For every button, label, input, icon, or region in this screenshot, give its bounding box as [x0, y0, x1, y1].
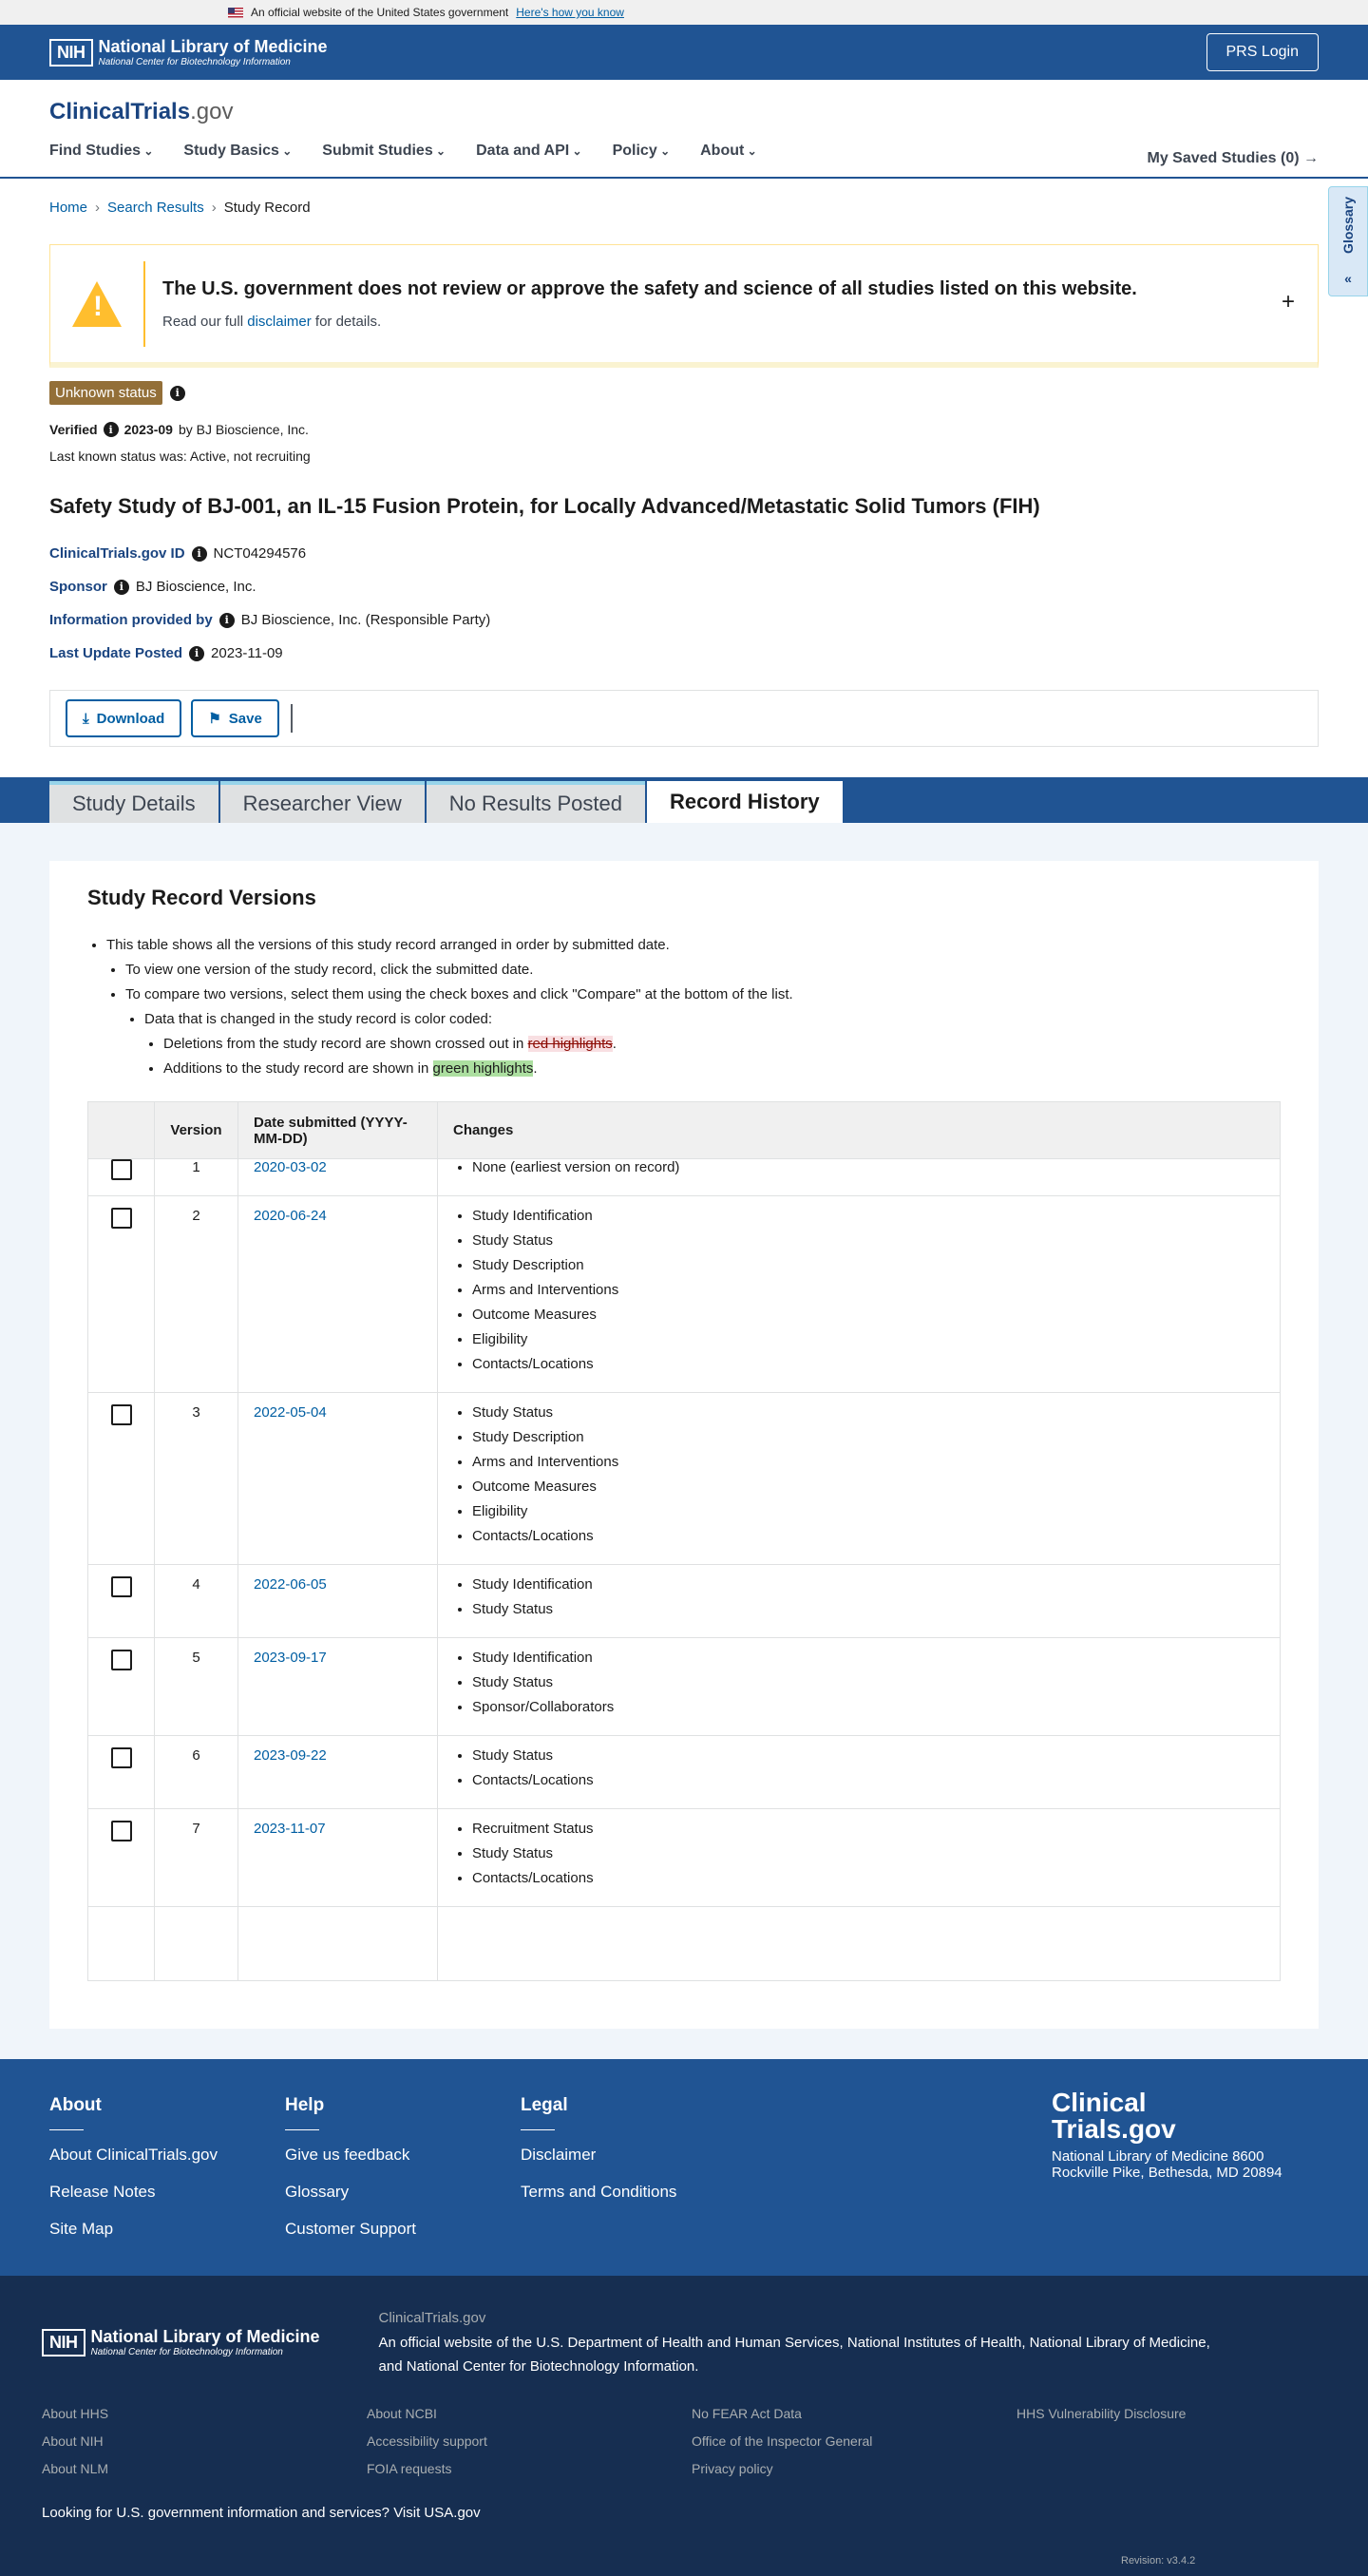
- footer-about-col: [49, 2095, 285, 2257]
- verified-date: 2023-09: [124, 422, 173, 437]
- footer-about-title: About: [49, 2095, 102, 2115]
- version-number: 5: [155, 1638, 238, 1736]
- table-row: [88, 1565, 1281, 1638]
- visit-usa-gov-link[interactable]: Visit USA.gov: [393, 2504, 481, 2521]
- status-badge: Unknown status: [49, 381, 162, 405]
- version-checkbox[interactable]: [111, 1821, 132, 1841]
- instruction-item: [163, 1060, 1281, 1077]
- version-checkbox[interactable]: [111, 1159, 132, 1180]
- download-label: Download: [96, 710, 165, 727]
- usa-pre: Looking for U.S. government information and services?: [42, 2504, 390, 2521]
- footer-link[interactable]: Disclaimer: [521, 2146, 597, 2164]
- info-icon[interactable]: i: [104, 422, 119, 437]
- change-item: • Arms and Interventions: [472, 1282, 1264, 1298]
- footer-link[interactable]: Terms and Conditions: [521, 2183, 677, 2201]
- version-number: 4: [155, 1565, 238, 1638]
- red-highlight-sample: red highlights: [527, 1036, 613, 1052]
- us-flag-icon: [228, 8, 243, 18]
- change-item: • Study Status: [472, 1674, 1264, 1690]
- footer-link[interactable]: Glossary: [285, 2183, 350, 2201]
- nlm-title: National Library of Medicine: [98, 37, 328, 56]
- instruction-item: • To view one version of the study record, click the submitted date.: [125, 962, 1281, 978]
- footer-official-text: ClinicalTrials.gov An official website of the U.S. Department of Health and Human Services, National Institutes of Health, National Library of Medicine, and National Center for Biotechnology Information.: [379, 2306, 1210, 2379]
- footer-help-col: [285, 2095, 521, 2257]
- foia-requests-link[interactable]: FOIA requests: [367, 2460, 452, 2476]
- last-update-label: Last Update Posted: [49, 645, 183, 661]
- version-date-link[interactable]: 2023-09-17: [254, 1650, 327, 1666]
- id-value: NCT04294576: [213, 545, 307, 562]
- nav-policy[interactable]: Policy ⌄: [613, 143, 671, 160]
- status-row: [49, 381, 1319, 405]
- nav-submit-studies[interactable]: Submit Studies ⌄: [322, 143, 446, 160]
- change-item: • Contacts/Locations: [472, 1356, 1264, 1372]
- change-item: • Study Status: [472, 1232, 1264, 1249]
- changes-list: [453, 1208, 1264, 1372]
- change-item: • Study Identification: [472, 1650, 1264, 1666]
- change-item: • Study Status: [472, 1404, 1264, 1421]
- change-item: • Eligibility: [472, 1503, 1264, 1519]
- version-date-link[interactable]: 2022-06-05: [254, 1576, 327, 1593]
- verified-line: [49, 422, 1319, 437]
- footer-bottom: [0, 2276, 1368, 2576]
- version-date-link[interactable]: 2020-06-24: [254, 1208, 327, 1224]
- version-number: 7: [155, 1809, 238, 1907]
- change-item: • Recruitment Status: [472, 1821, 1264, 1837]
- breadcrumb: [0, 179, 1368, 216]
- ncbi-link[interactable]: National Center for Biotechnology Information: [406, 2358, 695, 2375]
- saved-studies-label: My Saved Studies (0): [1147, 150, 1300, 166]
- changes-list: [453, 1650, 1264, 1715]
- version-number: 2: [155, 1196, 238, 1393]
- nav-data-and-api[interactable]: Data and API ⌄: [476, 143, 581, 160]
- hhs-vulnerability-link[interactable]: HHS Vulnerability Disclosure: [1016, 2405, 1187, 2421]
- version-date-link[interactable]: 2020-03-02: [254, 1159, 327, 1175]
- and-text: and: [378, 2358, 403, 2375]
- verified-by: by BJ Bioscience, Inc.: [178, 422, 309, 437]
- deletion-text: Deletions from the study record are shown crossed out in: [163, 1036, 524, 1052]
- change-item: • Outcome Measures: [472, 1479, 1264, 1495]
- content-area: [0, 823, 1368, 2059]
- instruction-item: [163, 1036, 1281, 1052]
- gov-banner-text: An official website of the United States government: [251, 6, 509, 19]
- saved-studies-link[interactable]: [1148, 150, 1320, 167]
- about-ncbi-link[interactable]: About NCBI: [367, 2405, 437, 2421]
- version-date-link[interactable]: 2022-05-04: [254, 1404, 327, 1421]
- green-highlight-sample: green highlights: [432, 1060, 534, 1077]
- chevron-right-icon: ›: [211, 200, 217, 216]
- changes-list: [453, 1747, 1264, 1788]
- nih-logo-icon: NIH: [42, 2329, 86, 2357]
- about-nih-link[interactable]: About NIH: [42, 2433, 104, 2449]
- info-icon[interactable]: i: [114, 580, 129, 595]
- download-button[interactable]: [66, 699, 181, 737]
- heres-how-you-know-link[interactable]: Here's how you know: [516, 6, 624, 19]
- save-label: Save: [228, 710, 262, 727]
- version-date-link[interactable]: 2023-09-22: [254, 1747, 327, 1764]
- addition-text: Additions to the study record are shown in: [163, 1060, 429, 1077]
- glossary-tab[interactable]: [1328, 186, 1368, 296]
- footer-link[interactable]: Site Map: [49, 2220, 114, 2238]
- about-hhs-link[interactable]: About HHS: [42, 2405, 109, 2421]
- brand-line2: Trials.gov: [1052, 2114, 1176, 2144]
- instruction-item: • This table shows all the versions of this study record arranged in order by submitted date.: [106, 937, 1281, 953]
- sponsor-value: BJ Bioscience, Inc.: [135, 579, 256, 595]
- change-item: • Contacts/Locations: [472, 1870, 1264, 1886]
- nlm-subtitle: National Center for Biotechnology Information: [98, 57, 291, 67]
- footer-legal-title: Legal: [521, 2095, 568, 2115]
- footer-nlm-logo[interactable]: [42, 2306, 320, 2379]
- versions-table: [87, 1101, 1281, 1981]
- changes-list: [453, 1159, 1264, 1175]
- footer-help-title: Help: [285, 2095, 325, 2115]
- nav-about[interactable]: About ⌄: [700, 143, 757, 160]
- alert-pre: Read our full: [162, 313, 244, 330]
- version-checkbox[interactable]: [111, 1747, 132, 1768]
- nlm-logo[interactable]: [49, 37, 328, 67]
- instruction-item: • Data that is changed in the study record is color coded:: [144, 1011, 1281, 1027]
- alert-title: The U.S. government does not review or approve the safety and science of all studies listed on this website.: [162, 277, 1137, 299]
- changes-list: [453, 1576, 1264, 1617]
- glossary-label: Glossary: [1340, 197, 1356, 254]
- version-number: 6: [155, 1736, 238, 1809]
- nlm-link[interactable]: National Library of Medicine: [1029, 2334, 1206, 2351]
- study-meta: [49, 545, 1319, 661]
- instruction-item: • To compare two versions, select them using the check boxes and click "Compare" at the bottom of the list.: [125, 986, 1281, 1002]
- footer-link[interactable]: Give us feedback: [285, 2146, 410, 2164]
- warning-icon: !: [72, 281, 122, 327]
- logo-main-text: ClinicalTrials: [49, 99, 191, 124]
- expand-plus-icon[interactable]: +: [1281, 289, 1295, 315]
- table-row: [88, 1393, 1281, 1565]
- tabs-band: [0, 777, 1368, 823]
- table-row: [88, 1736, 1281, 1809]
- accessibility-support-link[interactable]: Accessibility support: [367, 2433, 487, 2449]
- divider: [291, 704, 293, 733]
- verified-label: Verified: [49, 422, 98, 437]
- site-header: [0, 80, 1368, 179]
- footer-legal-col: [521, 2095, 756, 2257]
- change-item: • Study Status: [472, 1845, 1264, 1861]
- tab-researcher-view[interactable]: Researcher View: [220, 781, 425, 823]
- nav-find-studies[interactable]: Find Studies ⌄: [49, 143, 153, 160]
- versions-heading: Study Record Versions: [87, 886, 316, 909]
- nlm-header: [0, 25, 1368, 80]
- info-icon[interactable]: i: [189, 646, 204, 661]
- change-item: • Study Identification: [472, 1576, 1264, 1593]
- change-item: • None (earliest version on record): [472, 1159, 1264, 1175]
- table-row: [88, 1196, 1281, 1393]
- info-provided-label: Information provided by: [49, 612, 213, 628]
- change-item: • Study Identification: [472, 1208, 1264, 1224]
- select-column-header: [88, 1102, 155, 1159]
- no-fear-act-link[interactable]: No FEAR Act Data: [692, 2405, 802, 2421]
- table-row: [88, 1638, 1281, 1736]
- tab-no-results-posted[interactable]: No Results Posted: [427, 781, 645, 823]
- date-column-header: Date submitted (YYYY-MM-DD): [238, 1102, 438, 1159]
- download-icon: ⤓: [83, 710, 89, 727]
- version-column-header: Version: [155, 1102, 238, 1159]
- footer-site-name: ClinicalTrials.gov: [378, 2310, 486, 2326]
- version-number: 1: [155, 1159, 238, 1196]
- period: .: [612, 1036, 617, 1052]
- info-icon[interactable]: i: [219, 613, 235, 628]
- table-row: [88, 1159, 1281, 1196]
- nlm-subtitle: National Center for Biotechnology Information: [90, 2347, 283, 2358]
- alert-subtext: [162, 314, 1137, 330]
- prs-login-button[interactable]: PRS Login: [1206, 33, 1320, 71]
- footer-link[interactable]: Release Notes: [49, 2183, 156, 2201]
- revision-text: Revision: v3.4.2: [1121, 2555, 1196, 2566]
- last-known-status: Last known status was: Active, not recruiting: [49, 448, 311, 464]
- change-item: • Eligibility: [472, 1331, 1264, 1347]
- about-nlm-link[interactable]: About NLM: [42, 2460, 109, 2476]
- hhs-link[interactable]: U.S. Department of Health and Human Services: [536, 2334, 840, 2351]
- change-item: • Study Status: [472, 1747, 1264, 1764]
- change-item: • Sponsor/Collaborators: [472, 1699, 1264, 1715]
- study-title: Safety Study of BJ-001, an IL-15 Fusion Protein, for Locally Advanced/Metastatic Solid Tumors (FIH): [49, 494, 1040, 518]
- actions-bar: [49, 690, 1319, 747]
- footer-top: [0, 2059, 1368, 2276]
- bookmark-icon: ⚑: [208, 711, 221, 727]
- nav-study-basics[interactable]: Study Basics ⌄: [183, 143, 292, 160]
- versions-instructions: [87, 937, 1281, 1077]
- breadcrumb-search-results[interactable]: Search Results: [107, 200, 204, 216]
- version-checkbox[interactable]: [111, 1650, 132, 1670]
- last-update-value: 2023-11-09: [211, 645, 283, 661]
- double-chevron-left-icon: «: [1344, 271, 1352, 286]
- info-icon[interactable]: i: [170, 386, 185, 401]
- table-filler-row: [88, 1907, 1281, 1981]
- footer-ctgov-logo[interactable]: [1052, 2089, 1299, 2143]
- main-nav: [49, 143, 1319, 160]
- sponsor-label: Sponsor: [49, 579, 107, 595]
- logo-suffix-text: .gov: [190, 99, 234, 124]
- info-icon[interactable]: i: [192, 546, 207, 562]
- period: .: [533, 1060, 538, 1077]
- breadcrumb-home[interactable]: Home: [49, 200, 88, 216]
- clinicaltrials-logo[interactable]: [49, 80, 1319, 125]
- change-item: • Study Description: [472, 1257, 1264, 1273]
- info-provided-value: BJ Bioscience, Inc. (Responsible Party): [240, 612, 491, 628]
- versions-card: [49, 861, 1319, 2029]
- nih-logo-icon: NIH: [49, 39, 93, 67]
- id-label: ClinicalTrials.gov ID: [49, 545, 185, 562]
- change-item: • Contacts/Locations: [472, 1528, 1264, 1544]
- footer-address: National Library of Medicine 8600 Rockville Pike, Bethesda, MD 20894: [1052, 2148, 1282, 2181]
- change-item: • Arms and Interventions: [472, 1454, 1264, 1470]
- alert-post: for details.: [314, 313, 382, 330]
- inspector-general-link[interactable]: Office of the Inspector General: [692, 2433, 873, 2449]
- changes-column-header: Changes: [438, 1102, 1281, 1159]
- version-checkbox[interactable]: [111, 1404, 132, 1425]
- change-item: • Contacts/Locations: [472, 1772, 1264, 1788]
- usa-gov-line: [42, 2505, 1326, 2521]
- change-item: • Study Description: [472, 1429, 1264, 1445]
- nih-link[interactable]: National Institutes of Health: [846, 2334, 1022, 2351]
- footer-link[interactable]: Customer Support: [285, 2220, 416, 2238]
- brand-line1: Clinical: [1052, 2088, 1147, 2117]
- arrow-right-icon: →: [1303, 150, 1319, 166]
- version-checkbox[interactable]: [111, 1576, 132, 1597]
- disclaimer-link[interactable]: disclaimer: [247, 313, 312, 330]
- changes-list: [453, 1404, 1264, 1544]
- version-checkbox[interactable]: [111, 1208, 132, 1229]
- tab-record-history[interactable]: Record History: [647, 777, 843, 823]
- footer-brand: [1052, 2089, 1299, 2181]
- save-button[interactable]: [191, 699, 279, 737]
- privacy-policy-link[interactable]: Privacy policy: [692, 2460, 773, 2476]
- breadcrumb-current: Study Record: [223, 200, 311, 216]
- gov-banner: [0, 0, 1368, 25]
- version-date-link[interactable]: 2023-11-07: [254, 1821, 326, 1837]
- change-item: • Study Status: [472, 1601, 1264, 1617]
- changes-list: [453, 1821, 1264, 1886]
- footer-link[interactable]: About ClinicalTrials.gov: [49, 2146, 218, 2164]
- footer-bottom-links: [42, 2406, 1326, 2476]
- change-item: • Outcome Measures: [472, 1307, 1264, 1323]
- nlm-title: National Library of Medicine: [90, 2327, 320, 2347]
- table-row: [88, 1809, 1281, 1907]
- tab-study-details[interactable]: Study Details: [49, 781, 218, 823]
- version-number: 3: [155, 1393, 238, 1565]
- chevron-right-icon: ›: [95, 200, 101, 216]
- disclaimer-alert: [49, 244, 1319, 368]
- official-pre: An official website of the: [378, 2334, 533, 2351]
